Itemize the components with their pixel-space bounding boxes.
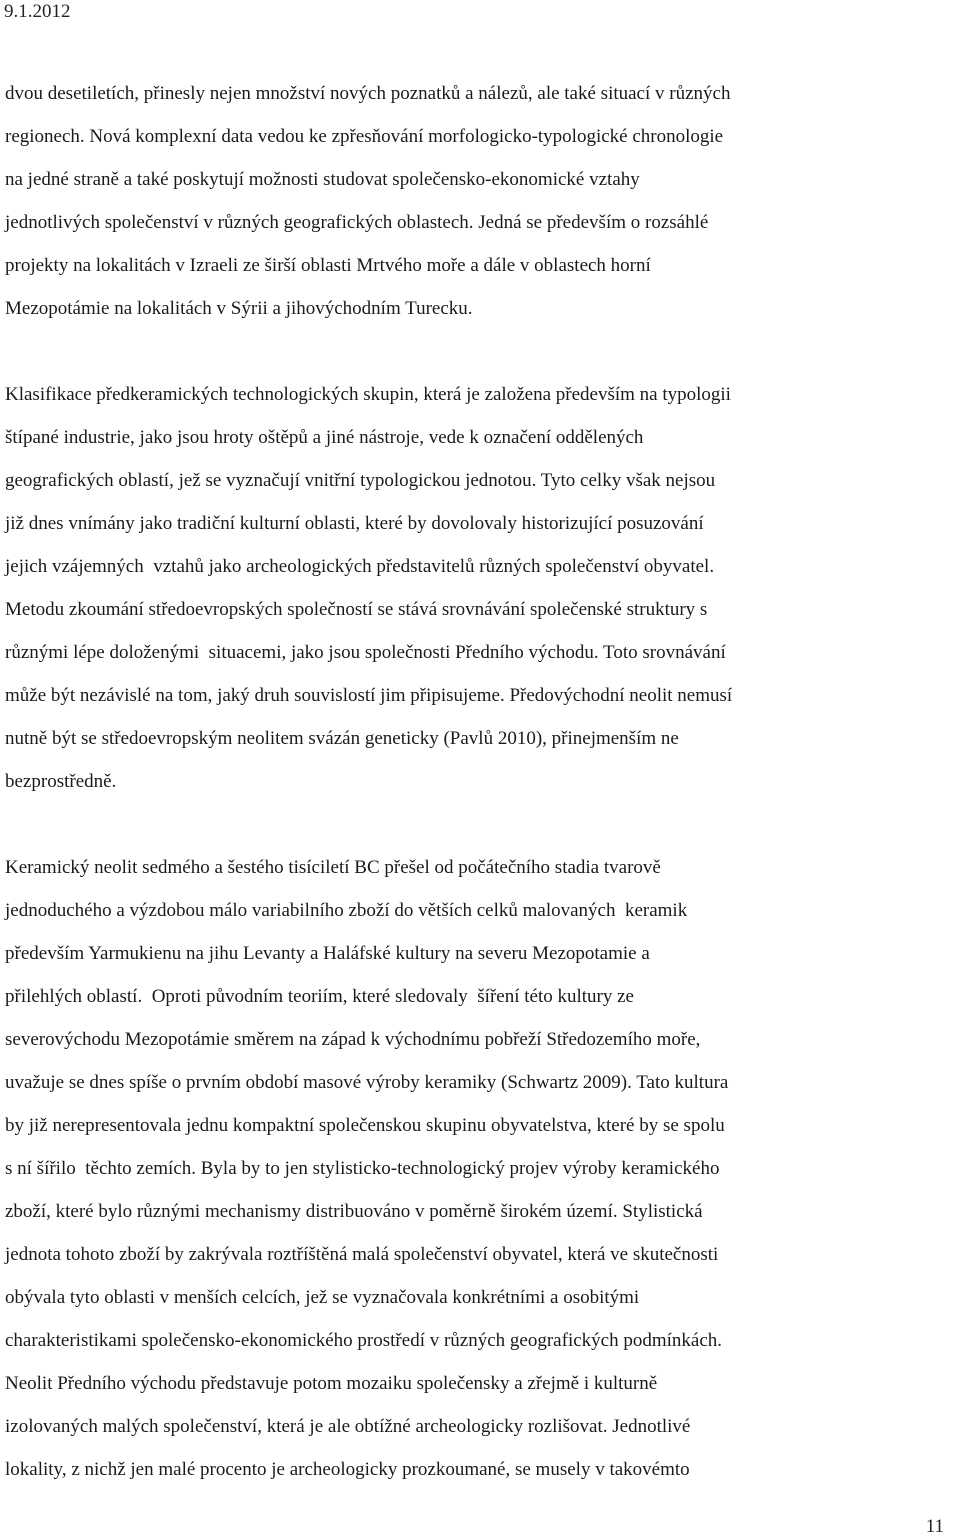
text-line: uvažuje se dnes spíše o prvním období masové výroby keramiky (Schwartz 2009). Tato kultura (5, 1072, 729, 1093)
text-line: Mezopotámie na lokalitách v Sýrii a jihovýchodním Turecku. (5, 298, 473, 319)
page-number: 11 (925, 1516, 944, 1537)
text-line: především Yarmukienu na jihu Levanty a Haláfské kultury na severu Mezopotamie a (5, 943, 650, 964)
text-line: dvou desetiletích, přinesly nejen množství nových poznatků a nálezů, ale také situací v různých (5, 83, 731, 104)
text-line: obývala tyto oblasti v menších celcích, jež se vyznačovala konkrétními a osobitými (5, 1287, 640, 1308)
text-line: charakteristikami společensko-ekonomického prostředí v různých geografických podmínkách. (5, 1330, 723, 1351)
text-line: projekty na lokalitách v Izraeli ze širší oblasti Mrtvého moře a dále v oblastech horní (5, 255, 651, 276)
text-line: štípané industrie, jako jsou hroty oštěpů a jiné nástroje, vede k označení oddělených (5, 427, 644, 448)
text-line: Metodu zkoumání středoevropských společností se stává srovnávání společenské struktury s (5, 599, 708, 620)
text-line: regionech. Nová komplexní data vedou ke zpřesňování morfologicko-typologické chronologie (5, 126, 724, 147)
text-line: by již nerepresentovala jednu kompaktní společenskou skupinu obyvatelstva, které by se spolu (5, 1115, 725, 1136)
text-line: zboží, které bylo různými mechanismy distribuováno v poměrně širokém území. Stylistická (5, 1201, 703, 1222)
text-line: jejich vzájemných vztahů jako archeologických představitelů různých společenství obyvatel. (5, 556, 715, 577)
text-line: severovýchodu Mezopotámie směrem na západ k východnímu pobřeží Středozemího moře, (5, 1029, 701, 1050)
text-line: již dnes vnímány jako tradiční kulturní oblasti, které by dovolovaly historizující posuzování (5, 513, 704, 534)
text-line: izolovaných malých společenství, která je ale obtížné archeologicky rozlišovat. Jednotlivé (5, 1416, 691, 1437)
text-line: jednoduchého a výzdobou málo variabilního zboží do větších celků malovaných keramik (5, 900, 688, 921)
text-line: může být nezávislé na tom, jaký druh souvislostí jim připisujeme. Předovýchodní neolit nemusí (5, 685, 733, 706)
text-line: geografických oblastí, jež se vyznačují vnitřní typologickou jednotou. Tyto celky však nejsou (5, 470, 716, 491)
text-line: lokality, z nichž jen malé procento je archeologicky prozkoumané, se musely v takovémto (5, 1459, 690, 1480)
text-line: na jedné straně a také poskytují možnosti studovat společensko-ekonomické vztahy (5, 169, 640, 190)
text-line: různými lépe doloženými situacemi, jako jsou společnosti Předního východu. Toto srovnávání (5, 642, 726, 663)
text-line: Klasifikace předkeramických technologických skupin, která je založena především na typologii (5, 384, 731, 405)
text-line: Keramický neolit sedmého a šestého tisíciletí BC přešel od počátečního stadia tvarově (5, 857, 661, 878)
text-line: nutně být se středoevropským neolitem svázán geneticky (Pavlů 2010), přinejmenším ne (5, 728, 679, 749)
text-line: Neolit Předního východu představuje potom mozaiku společensky a zřejmě i kulturně (5, 1373, 658, 1394)
text-line: s ní šířilo těchto zemích. Byla by to jen stylisticko-technologický projev výroby keramického (5, 1158, 720, 1179)
text-line: přilehlých oblastí. Oproti původním teoriím, které sledovaly šíření této kultury ze (5, 986, 634, 1007)
page-date: 9.1.2012 (4, 1, 71, 22)
text-line: jednota tohoto zboží by zakrývala roztříštěná malá společenství obyvatel, která ve skutečnosti (5, 1244, 719, 1265)
text-line: bezprostředně. (5, 771, 117, 792)
text-line: jednotlivých společenství v různých geografických oblastech. Jedná se především o rozsáhlé (5, 212, 709, 233)
